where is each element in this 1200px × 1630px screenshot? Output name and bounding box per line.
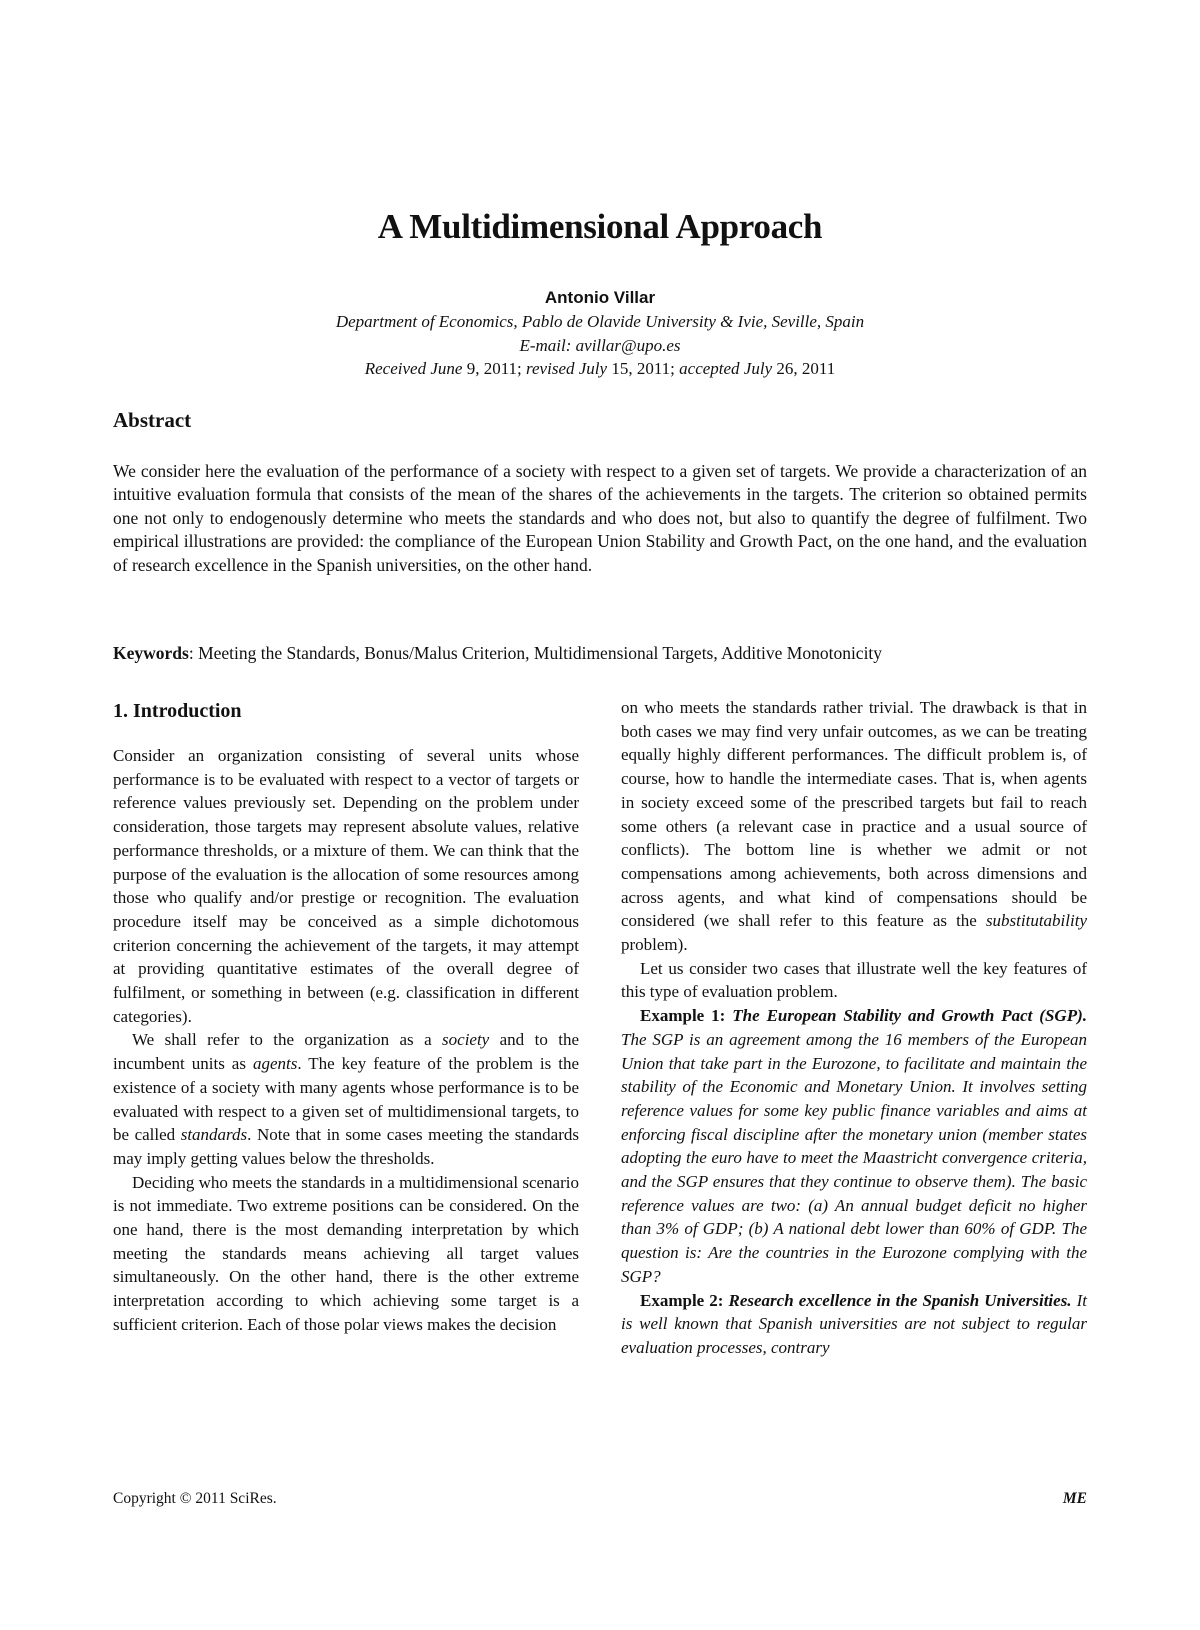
accepted-date: 26, 2011 (776, 359, 836, 378)
keywords-text: : Meeting the Standards, Bonus/Malus Criterion, Multidimensional Targets, Additive Monotonicity (188, 643, 883, 663)
term-standards: standards (180, 1125, 248, 1145)
keywords-label: Keywords (113, 643, 189, 663)
journal-abbrev: ME (1062, 1490, 1087, 1507)
term-agents: agents (252, 1054, 298, 1074)
section-heading-introduction: 1. Introduction (113, 700, 242, 722)
revised-date: 15, 2011; (611, 359, 675, 378)
example-1-title: The European Stability and Growth Pact (SGP). (732, 1006, 1087, 1026)
example-2-title: Research excellence in the Spanish Universities. (728, 1290, 1072, 1310)
received-date: 9, 2011; (466, 359, 522, 378)
author-email: E-mail: avillar@upo.es (519, 336, 681, 355)
example-1-text: The SGP is an agreement among the 16 members of the European Union that take part in the Eurozone, to facilitate and maintain the stability of the Economic and Monetary Union. It involves setting reference values for some key public finance variables and aims at enforcing fiscal discipline after the monetary union (member states adopting the euro have to meet the Maastricht convergence criteria, and the SGP ensures that they continue to observe them). The basic reference values are two: (a) An annual budget deficit no higher than 3% of GDP; (b) A national debt lower than 60% of GDP. The question is: Are the countries in the Eurozone complying with the SGP? (621, 1029, 1087, 1286)
intro-paragraph-2 (113, 1028, 579, 1170)
publication-dates (0, 359, 1200, 379)
example-2 (621, 1289, 1087, 1360)
term-substitutability: substitutability (985, 911, 1087, 931)
intro-p4-part-a: on who meets the standards rather trivial. The drawback is that in both cases we may find very unfair outcomes, as we can be treating equally highly different performances. The difficult problem is, of course, how to handle the intermediate cases. That is, when agents in society exceed some of the prescribed targets but fail to reach some others (a relevant case in practice and a usual source of conflicts). The bottom line is whether we admit or not compensations among achievements, both across dimensions and across agents, and what kind of compensations should be considered (we shall refer to this feature as the (621, 698, 1087, 931)
author-affiliation: Department of Economics, Pablo de Olavide University & Ivie, Seville, Spain (335, 312, 865, 331)
column-left (113, 744, 579, 1337)
intro-p2-part-d: . Note that in some cases meeting the standards may imply getting values below the thresholds. (113, 1125, 579, 1168)
example-2-label: Example 2: (640, 1290, 729, 1310)
keywords-line (113, 642, 1093, 665)
received-label: Received June (364, 359, 463, 378)
abstract-text: We consider here the evaluation of the performance of a society with respect to a given set of targets. We provide a characterization of an intuitive evaluation formula that consists of the mean of the shares of the achievements in the targets. The criterion so obtained permits one not only to endogenously determine who meets the standards and who does not, but also to quantify the degree of fulfilment. Two empirical illustrations are provided: the compliance of the European Union Stability and Growth Pact, on the one hand, and the evaluation of research excellence in the Spanish universities, on the other hand. (113, 461, 1087, 575)
intro-p2-part-a: We shall refer to the organization as a (132, 1030, 443, 1050)
example-2-text: It is well known that Spanish universities are not subject to regular evaluation processes, contrary (621, 1290, 1087, 1357)
example-1 (621, 1004, 1087, 1288)
accepted-label: accepted July (679, 359, 773, 378)
author-name: Antonio Villar (544, 288, 656, 307)
intro-p2-part-b: and to the incumbent units as (113, 1030, 579, 1074)
column-right (621, 696, 1087, 1360)
paper-title: A Multidimensional Approach (377, 207, 823, 246)
term-society: society (442, 1030, 490, 1050)
intro-paragraph-3: Deciding who meets the standards in a multidimensional scenario is not immediate. Two extreme positions can be considered. On the one hand, there is the most demanding interpretation by which meeting the standards means achieving all target values simultaneously. On the other hand, there is the other extreme interpretation according to which achieving some target is a sufficient criterion. Each of those polar views makes the decision (113, 1172, 579, 1334)
copyright-notice: Copyright © 2011 SciRes. (113, 1490, 277, 1507)
intro-paragraph-1: Consider an organization consisting of several units whose performance is to be evaluated with respect to a vector of targets or reference values previously set. Depending on the problem under consideration, those targets may represent absolute values, relative performance thresholds, or a mixture of them. We can think that the purpose of the evaluation is the allocation of some resources among those who qualify and/or prestige or recognition. The evaluation procedure itself may be conceived as a simple dichotomous criterion concerning the achievement of the targets, it may attempt at providing quantitative estimates of the overall degree of fulfilment, or something in between (e.g. classification in different categories). (113, 746, 579, 1026)
example-1-label: Example 1: (640, 1006, 733, 1026)
revised-label: revised July (526, 359, 608, 378)
intro-p2-part-c: . The key feature of the problem is the existence of a society with many agents whose performance is to be evaluated with respect to a given set of multidimensional targets, to be called (113, 1054, 579, 1145)
intro-paragraph-5: Let us consider two cases that illustrate well the key features of this type of evaluation problem. (621, 958, 1087, 1002)
intro-p4-part-b: problem). (621, 935, 688, 955)
abstract-heading: Abstract (113, 408, 192, 432)
intro-paragraph-4 (621, 696, 1087, 957)
